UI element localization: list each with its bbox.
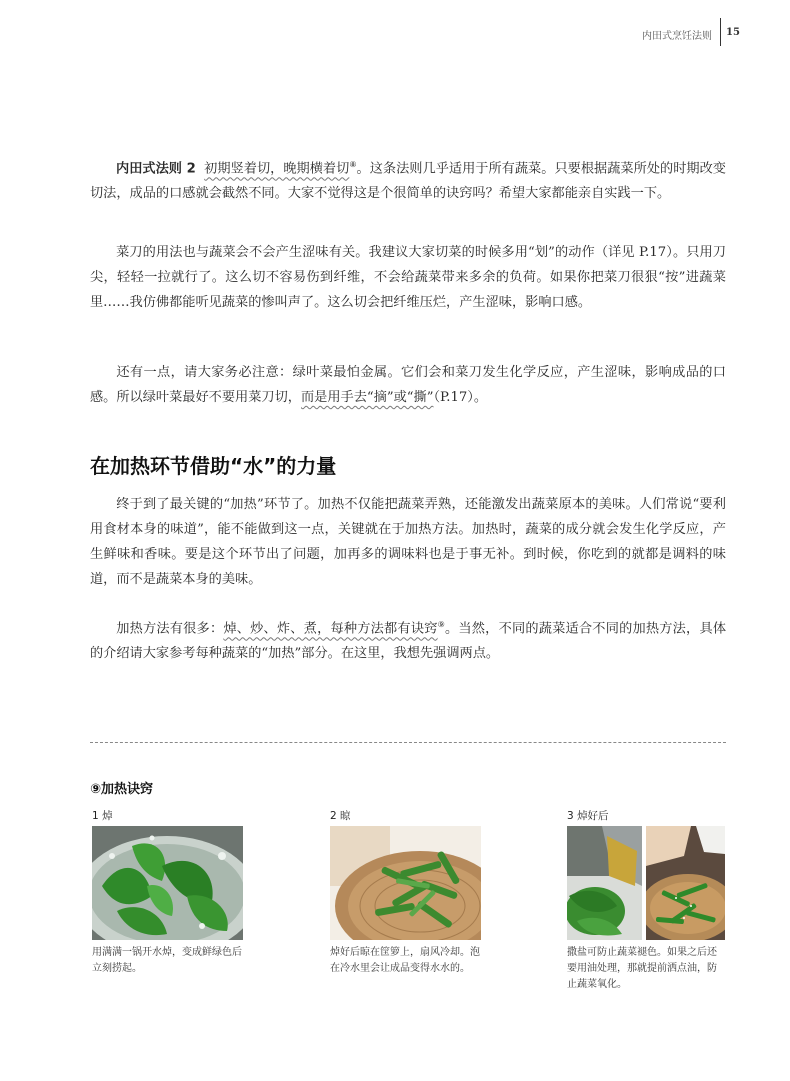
- paragraph-leafy-greens: [90, 360, 726, 410]
- paragraph-text: 终于到了最关键的“加热”环节了。加热不仅能把蔬菜弄熟，还能激发出蔬菜原本的美味。人们常说“要利用食材本身的味道”，能不能做到这一点，关键就在于加热方法。加热时，蔬菜的成分就会发生化学反应，产生鲜味和香味。要是这个环节出了问题，加再多的调味料也是于事无补。到时候，你吃到的就都是调料的味道，而不是蔬菜本身的美味。: [90, 497, 726, 587]
- paragraph-text: 。这条法则几乎适用于所有蔬菜。只要根据蔬菜所处的时期改变切法，成品的口感就会截然不同。大家不觉得这是个很简单的诀窍吗？希望大家都能亲自实践一下。: [90, 161, 726, 202]
- paragraph-text: 。当然，不同的蔬菜适合不同的加热方法，具体的介绍请大家参考每种蔬菜的“加热”部分。在这里，我想先强调两点。: [90, 621, 727, 662]
- paragraph-text: 菜刀的用法也与蔬菜会不会产生涩味有关。我建议大家切菜的时候多用“划”的动作（详见 P.17）。只用刀尖，轻轻一拉就行了。这么切不容易伤到纤维，不会给蔬菜带来多余的负荷。如果你把菜刀很狠“按”进蔬菜里……我仿佛都能听见蔬菜的惨叫声了。这么切会把纤维压烂，产生涩味，影响口感。: [90, 245, 726, 310]
- footnote-ref-9: ⑨: [437, 620, 445, 629]
- photo-salting: [646, 826, 725, 940]
- footnote-ref-8: ⑧: [349, 160, 357, 169]
- rule-label: 内田式法则 2: [116, 161, 196, 177]
- paragraph-heating-intro: [90, 492, 726, 592]
- page-number: 15: [726, 27, 740, 38]
- photo-cooling-okra: [330, 826, 481, 940]
- photo-blanching: [92, 826, 243, 940]
- running-header-title: 内田式烹饪法则: [642, 31, 712, 42]
- photo-oiling: [567, 826, 642, 940]
- tips-title: ⑨加热诀窍: [90, 782, 154, 797]
- tip-caption-3: 撒盐可防止蔬菜褪色。如果之后还要用油处理，那就提前洒点油，防止蔬菜氧化。: [567, 947, 717, 990]
- paragraph-heating-methods: [90, 612, 726, 666]
- paragraph-rule-2: [90, 152, 726, 206]
- paragraph-text: 还有一点，请大家务必注意：绿叶菜最怕金属。它们会和菜刀发生化学反应，产生涩味，影响成品的口感。所以绿叶菜最好不要用菜刀切，: [90, 365, 726, 405]
- paragraph-text: 加热方法有很多：: [116, 621, 224, 637]
- dashed-divider: [90, 742, 726, 743]
- paragraph-text: （P.17）。: [433, 390, 488, 405]
- tip-label-1: 1 焯: [92, 810, 113, 822]
- rule-text: 初期竖着切，晚期横着切: [204, 161, 350, 177]
- highlight-text: 焯、炒、炸、煮，每种方法都有诀窍: [223, 621, 438, 637]
- tip-label-3: 3 焯好后: [567, 810, 609, 822]
- highlight-text: 而是用手去“摘”或“撕”: [301, 390, 434, 405]
- paragraph-knife-usage: [90, 240, 726, 315]
- tip-label-2: 2 晾: [330, 810, 351, 822]
- tip-caption-1: 用满满一锅开水焯，变成鲜绿色后立刻捞起。: [92, 947, 242, 974]
- tip-caption-2: 焯好后晾在筐箩上，扇风冷却。泡在冷水里会让成品变得水水的。: [330, 947, 480, 974]
- section-heading: 在加热环节借助“水”的力量: [90, 454, 337, 478]
- header-divider: [720, 18, 721, 46]
